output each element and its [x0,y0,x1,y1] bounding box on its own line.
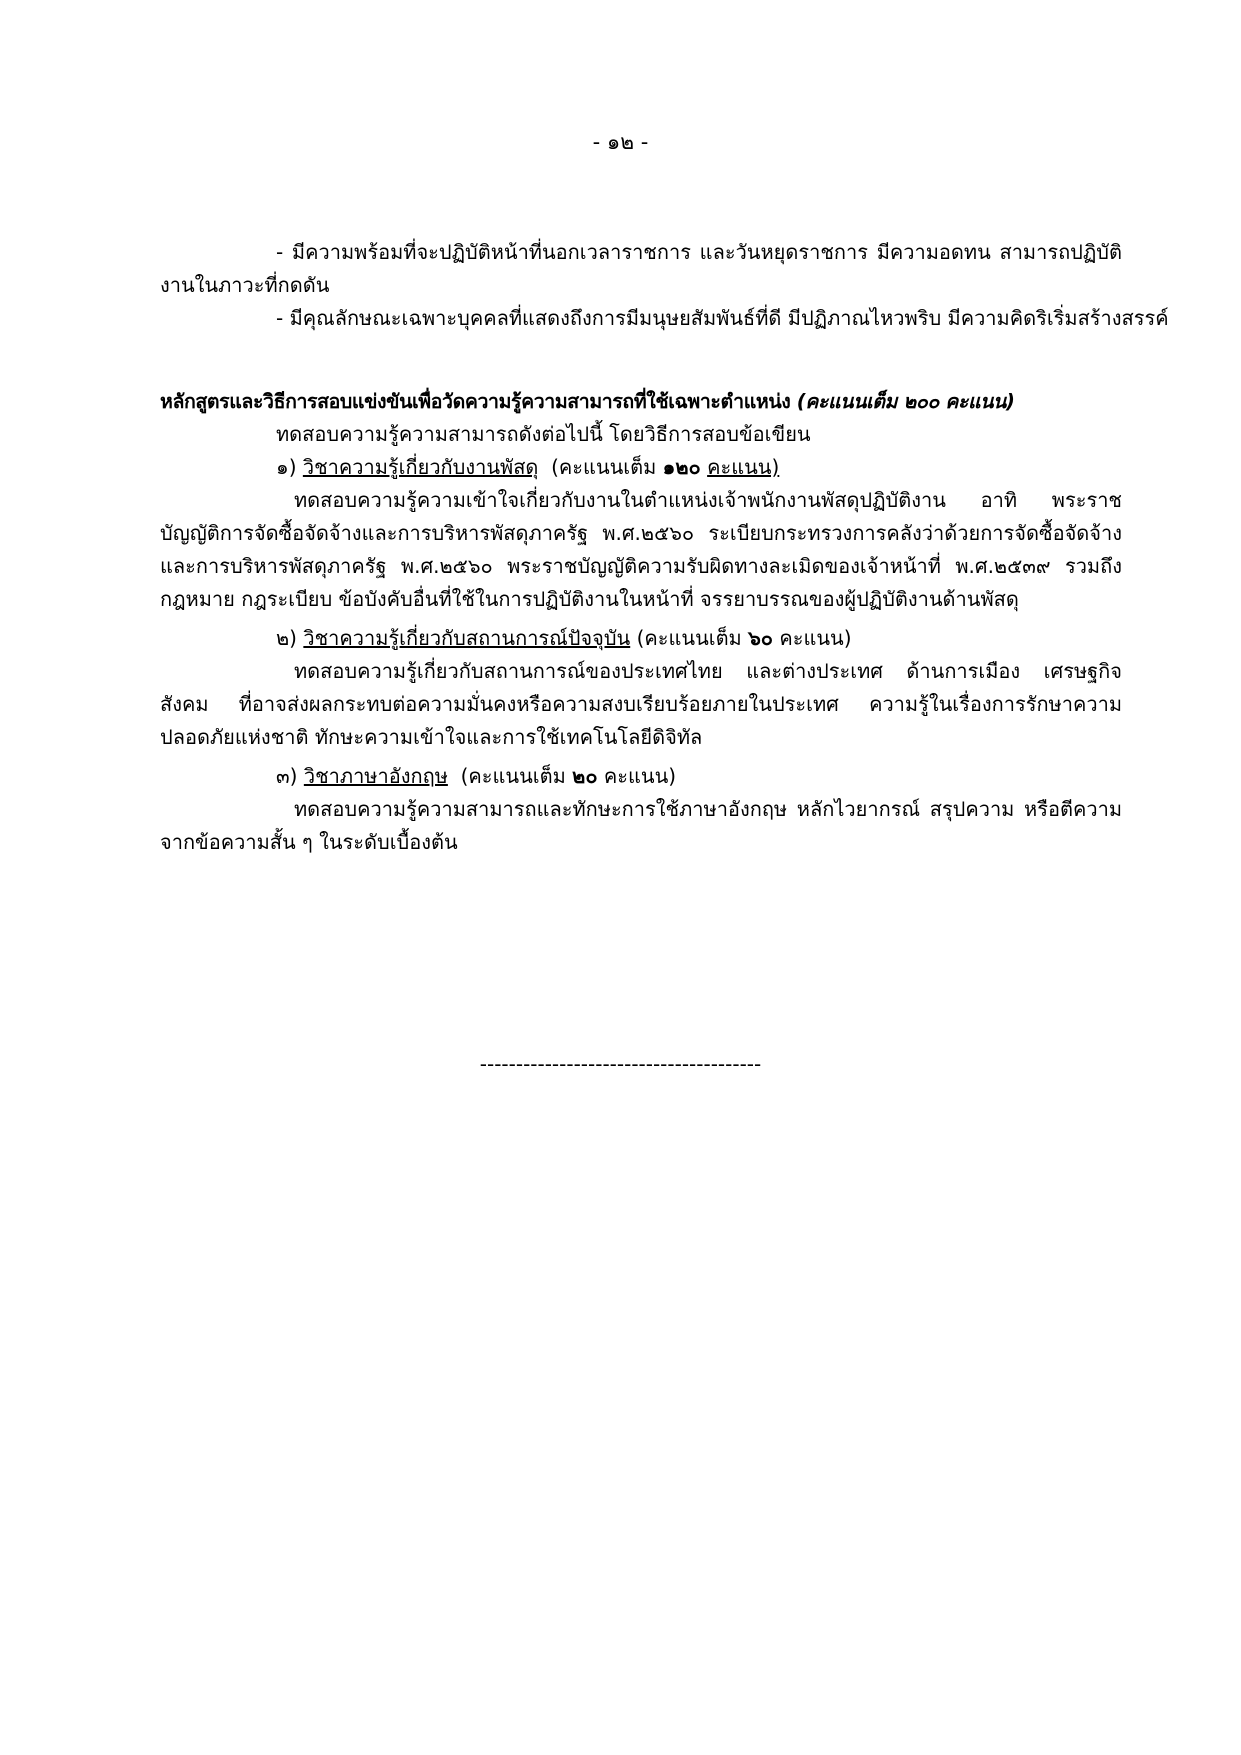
subject-score-value: ๖๐ [748,626,774,650]
section-heading-score: (คะแนนเต็ม ๒๐๐ คะแนน) [796,390,1015,413]
subject-score-prefix: (คะแนนเต็ม [551,455,657,479]
section-heading [160,385,1122,418]
subject-score-value: ๑๒๐ [662,455,701,479]
page-number: - ๑๒ - [592,130,649,154]
subject-score-prefix: (คะแนนเต็ม [460,764,566,788]
subject-number: ๑) [276,455,297,479]
subject-score-suffix: คะแนน) [707,455,780,479]
subject-description: ทดสอบความรู้ความเข้าใจเกี่ยวกับงานในตำแหน่งเจ้าพนักงานพัสดุปฏิบัติงาน อาทิ พระราชบัญญัติการจัดซื้อจัดจ้างและการบริหารพัสดุภาครัฐ พ.ศ.๒๕๖๐ ระเบียบกระทรวงการคลังว่าด้วยการจัดซื้อจัดจ้างและการบริหารพัสดุภาครัฐ พ.ศ.๒๕๖๐ พระราชบัญญัติความรับผิดทางละเมิดของเจ้าหน้าที่ พ.ศ.๒๕๓๙ รวมถึงกฎหมาย กฎระเบียบ ข้อบังคับอื่นที่ใช้ในการปฏิบัติงานในหน้าที่ จรรยาบรรณของผู้ปฏิบัติงานด้านพัสดุ [160,488,1122,611]
subject-description: ทดสอบความรู้เกี่ยวกับสถานการณ์ของประเทศไทย และต่างประเทศ ด้านการเมือง เศรษฐกิจ สังคม ที่อาจส่งผลกระทบต่อความมั่นคงหรือความสงบเรียบร้อยภายในประเทศ ความรู้ในเรื่องการรักษาความปลอดภัยแห่งชาติ ทักษะความเข้าใจและการใช้เทคโนโลยีดิจิทัล [160,659,1122,749]
subject-score-prefix: (คะแนนเต็ม [636,626,742,650]
subject-heading [160,451,1122,484]
subject-heading [160,622,1122,655]
subject-score-suffix: คะแนน) [603,764,677,788]
subject-title: วิชาความรู้เกี่ยวกับสถานการณ์ปัจจุบัน [303,626,631,650]
subject-description: ทดสอบความรู้ความสามารถและทักษะการใช้ภาษาอังกฤษ หลักไวยากรณ์ สรุปความ หรือตีความจากข้อความสั้น ๆ ในระดับเบื้องต้น [160,797,1122,854]
section-heading-text: หลักสูตรและวิธีการสอบแข่งขันเพื่อวัดความรู้ความสามารถที่ใช้เฉพาะตำแหน่ง [160,390,791,413]
qualification-item: - มีคุณลักษณะเฉพาะบุคคลที่แสดงถึงการมีมนุษยสัมพันธ์ที่ดี มีปฏิภาณไหวพริบ มีความคิดริเริ่มสร้างสรรค์ [276,306,1169,330]
subject-number: ๒) [276,626,297,650]
subject-score-value: ๒๐ [572,764,598,788]
qualification-item: - มีความพร้อมที่จะปฏิบัติหน้าที่นอกเวลาราชการ และวันหยุดราชการ มีความอดทน สามารถปฏิบัติงานในภาวะที่กดดัน [160,240,1122,297]
subject-title: วิชาภาษาอังกฤษ [303,764,448,788]
section-intro: ทดสอบความรู้ความสามารถดังต่อไปนี้ โดยวิธีการสอบข้อเขียน [276,422,811,446]
subject-score-suffix: คะแนน) [779,626,852,650]
subject-title: วิชาความรู้เกี่ยวกับงานพัสดุ [302,455,539,479]
subject-number: ๓) [276,764,298,788]
document-body [160,236,1169,859]
end-divider: --------------------------------------- [479,1052,762,1076]
subject-heading [160,760,1122,793]
